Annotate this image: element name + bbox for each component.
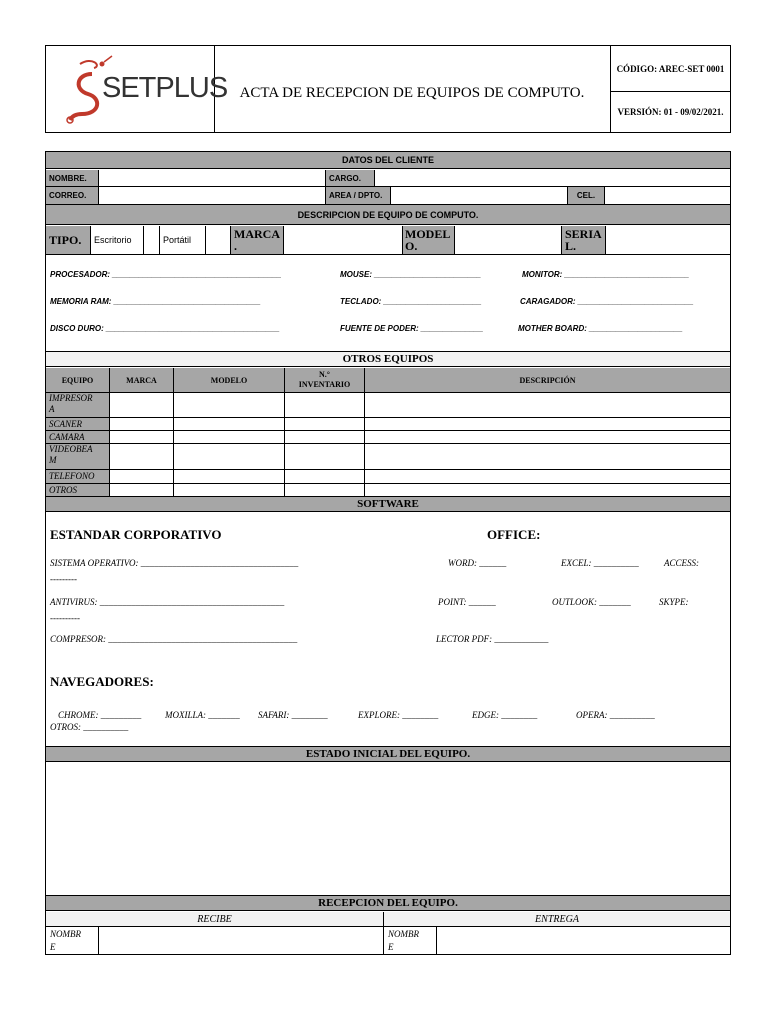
escritorio-label: Escritorio xyxy=(94,235,132,245)
tipo-label: TIPO. xyxy=(46,226,90,254)
fuente-field[interactable]: FUENTE DE PODER: ______________ xyxy=(340,324,484,333)
word-field[interactable]: WORD: ______ xyxy=(448,558,507,568)
section-software: SOFTWARE xyxy=(46,497,730,512)
nombre-input[interactable] xyxy=(99,170,325,186)
document-code: CÓDIGO: AREC-SET 0001 xyxy=(616,63,725,74)
office-label: OFFICE: xyxy=(487,527,541,542)
col-header-descripcion: DESCRIPCIÓN xyxy=(365,368,730,392)
table-row-label: CAMARA xyxy=(46,431,109,443)
correo-label: CORREO. xyxy=(46,187,98,204)
skype-field[interactable]: SKYPE: xyxy=(659,597,689,607)
col-header-modelo: MODELO xyxy=(174,368,284,392)
col-header-marca: MARCA xyxy=(110,368,173,392)
correo-input[interactable] xyxy=(99,187,325,204)
portatil-label: Portátil xyxy=(163,235,192,245)
table-row-label: OTROS xyxy=(46,484,109,496)
section-descripcion-equipo: DESCRIPCION DE EQUIPO DE COMPUTO. xyxy=(46,205,730,225)
outlook-field[interactable]: OUTLOOK: _______ xyxy=(552,597,631,607)
serial-input[interactable] xyxy=(606,226,730,254)
moxilla-field[interactable]: MOXILLA: _______ xyxy=(165,710,240,720)
logo-text: SETPLUS xyxy=(102,72,228,104)
skype-field-continuation: ---------- xyxy=(50,613,80,623)
access-field-continuation: --------- xyxy=(50,574,77,584)
entrega-nombre-label: NOMBR E xyxy=(388,929,419,952)
col-header-equipo: EQUIPO xyxy=(46,368,109,392)
disco-field[interactable]: DISCO DURO: _______________________________________ xyxy=(50,324,280,333)
entrega-label: ENTREGA xyxy=(384,912,730,926)
cargador-field[interactable]: CARAGADOR: __________________________ xyxy=(520,297,694,306)
section-datos-cliente: DATOS DEL CLIENTE xyxy=(46,152,730,169)
modelo-label: MODEL O. xyxy=(403,226,454,254)
modelo-input[interactable] xyxy=(455,226,561,254)
mother-board-field[interactable]: MOTHER BOARD: _____________________ xyxy=(518,324,683,333)
procesador-field[interactable]: PROCESADOR: ______________________________________ xyxy=(50,270,282,279)
explore-field[interactable]: EXPLORE: ________ xyxy=(358,710,439,720)
entrega-nombre-input[interactable] xyxy=(437,927,730,955)
section-estado-inicial: ESTADO INICIAL DEL EQUIPO. xyxy=(46,747,730,762)
estandar-corporativo-label: ESTANDAR CORPORATIVO xyxy=(50,527,222,542)
chrome-field[interactable]: CHROME: _________ xyxy=(58,710,142,720)
compresor-field[interactable]: COMPRESOR: __________________________________________ xyxy=(50,634,298,644)
marca-input[interactable] xyxy=(284,226,402,254)
memoria-field[interactable]: MEMORIA RAM: _________________________________ xyxy=(50,297,261,306)
access-field[interactable]: ACCESS: xyxy=(664,558,699,568)
table-row-label: SCANER xyxy=(46,418,109,430)
navegadores-label: NAVEGADORES: xyxy=(50,674,154,689)
table-row-label: VIDEOBEA M xyxy=(46,444,109,469)
teclado-field[interactable]: TECLADO: ______________________ xyxy=(340,297,482,306)
table-row-label: TELEFONO xyxy=(46,470,109,483)
table-row-label: IMPRESOR A xyxy=(46,393,109,417)
serial-label: SERIA L. xyxy=(562,226,605,254)
recibe-label: RECIBE xyxy=(46,912,383,926)
document-title: ACTA DE RECEPCION DE EQUIPOS DE COMPUTO. xyxy=(239,84,585,101)
mouse-field[interactable]: MOUSE: ________________________ xyxy=(340,270,482,279)
antivirus-field[interactable]: ANTIVIRUS: _________________________________________ xyxy=(50,597,285,607)
escritorio-checkbox[interactable] xyxy=(144,226,159,254)
area-label: AREA / DPTO. xyxy=(326,187,390,204)
section-recepcion: RECEPCION DEL EQUIPO. xyxy=(46,896,730,911)
recibe-nombre-input[interactable] xyxy=(99,927,382,955)
opera-field[interactable]: OPERA: __________ xyxy=(576,710,655,720)
cargo-input[interactable] xyxy=(375,170,730,186)
safari-field[interactable]: SAFARI: ________ xyxy=(258,710,328,720)
col-header-inventario: N.° INVENTARIO xyxy=(285,368,364,392)
cel-input[interactable] xyxy=(605,187,730,204)
marca-label: MARCA . xyxy=(231,226,283,254)
estado-inicial-textarea[interactable] xyxy=(46,763,730,895)
document-version: VERSIÓN: 01 - 09/02/2021. xyxy=(617,106,724,117)
monitor-field[interactable]: MONITOR: ____________________________ xyxy=(522,270,690,279)
section-otros-equipos: OTROS EQUIPOS xyxy=(46,352,730,367)
excel-field[interactable]: EXCEL: __________ xyxy=(561,558,639,568)
lector-pdf-field[interactable]: LECTOR PDF: ____________ xyxy=(436,634,549,644)
portatil-checkbox[interactable] xyxy=(206,226,230,254)
recibe-nombre-label: NOMBR E xyxy=(50,929,81,952)
sistema-operativo-field[interactable]: SISTEMA OPERATIVO: ___________________________________ xyxy=(50,558,299,568)
edge-field[interactable]: EDGE: ________ xyxy=(472,710,538,720)
point-field[interactable]: POINT: ______ xyxy=(438,597,496,607)
otros-navegador-field[interactable]: OTROS: __________ xyxy=(50,722,129,732)
cel-label: CEL. xyxy=(568,187,604,204)
cargo-label: CARGO. xyxy=(326,170,374,186)
company-logo xyxy=(62,54,228,124)
area-input[interactable] xyxy=(391,187,567,204)
nombre-label: NOMBRE. xyxy=(46,170,98,186)
